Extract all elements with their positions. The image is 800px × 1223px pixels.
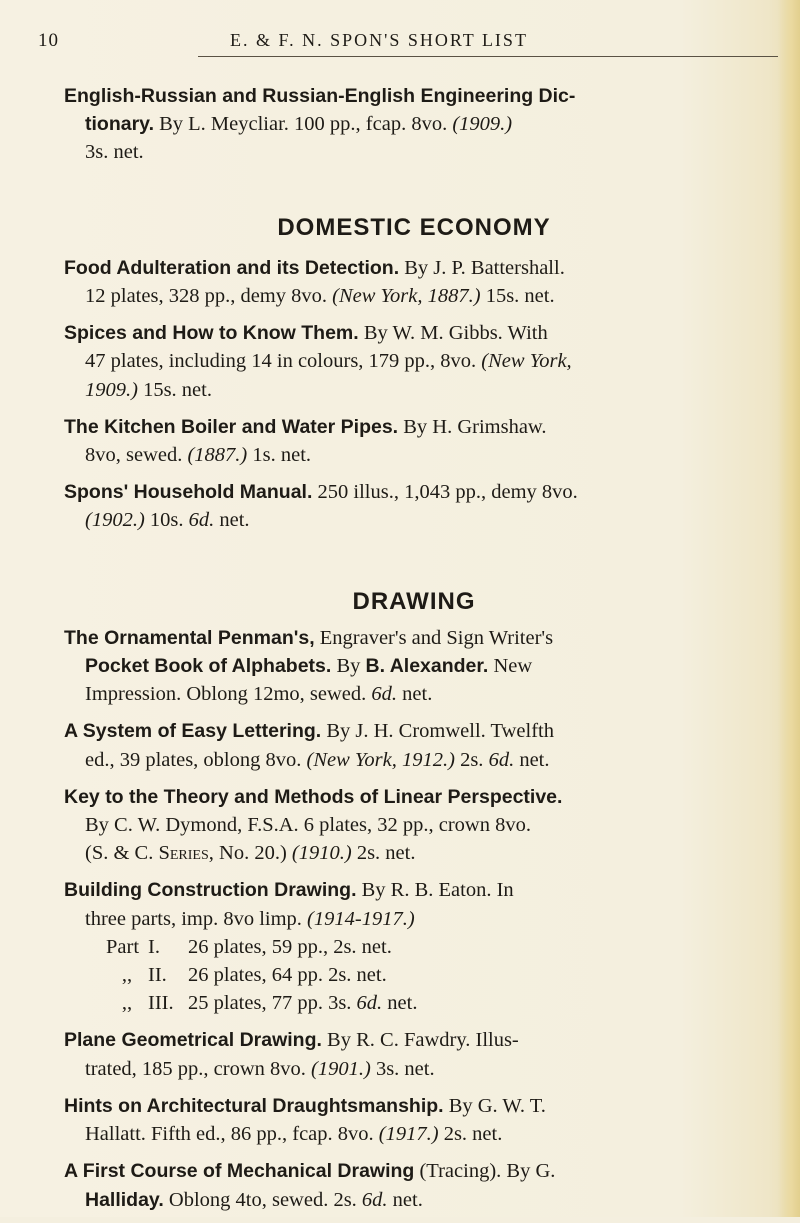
catalog-entry: Spons' Household Manual. 250 illus., 1,043 pp., demy 8vo. (1902.) 10s. 6d. net. (64, 481, 578, 532)
section-heading-domestic-economy: DOMESTIC ECONOMY (277, 213, 551, 241)
catalog-entry: Key to the Theory and Methods of Linear Perspective. By C. W. Dymond, F.S.A. 6 plates, 32 pp., crown 8vo. (S. & C. Series, No. 20.) (1910.) 2s. net. (64, 785, 563, 865)
section-heading-drawing: DRAWING (352, 587, 476, 615)
page-number: 10 (38, 30, 59, 51)
catalog-entry: A First Course of Mechanical Drawing (Tracing). By G. Halliday. Oblong 4to, sewed. 2s. 6d. net. (64, 1160, 556, 1211)
catalog-entry: English-Russian and Russian-English Engineering Dic- tionary. By L. Meycliar. 100 pp., fcap. 8vo. (1909.) 3s. net. (64, 85, 576, 164)
catalog-entry: A System of Easy Lettering. By J. H. Cromwell. Twelfth ed., 39 plates, oblong 8vo. (New York, 1912.) 2s. 6d. net. (64, 720, 554, 771)
catalog-entry: The Kitchen Boiler and Water Pipes. By H. Grimshaw. 8vo, sewed. (1887.) 1s. net. (64, 415, 547, 467)
running-title: E. & F. N. SPON'S SHORT LIST (230, 30, 528, 50)
catalog-entry: Food Adulteration and its Detection. By J. P. Battershall. 12 plates, 328 pp., demy 8vo. (New York, 1887.) 15s. net. (64, 256, 565, 308)
header-rule (198, 56, 778, 57)
catalog-entry: Hints on Architectural Draughtsmanship. By G. W. T. Hallatt. Fifth ed., 86 pp., fcap. 8vo. (1917.) 2s. net. (64, 1094, 546, 1146)
entry-title: English-Russian and Russian-English Engineering Dic- (64, 85, 576, 107)
part-line: Part I. 26 plates, 59 pp., 2s. net. (106, 935, 392, 958)
part-line: ,, II. 26 plates, 64 pp. 2s. net. (121, 964, 387, 987)
part-line: ,, III. 25 plates, 77 pp. 3s. 6d. net. (121, 992, 418, 1015)
catalog-content (64, 82, 764, 1223)
page-header (38, 26, 763, 54)
page-edge (778, 0, 800, 1217)
catalog-entry: Building Construction Drawing. By R. B. Eaton. In three parts, imp. 8vo limp. (1914-1917.) Part I. 26 plates, 59 pp., 2s. net. ,, II. 26 plates, 64 pp. 2s. net. ,, III. 25 plates, 77 pp. 3s. 6d. net. (64, 876, 764, 1017)
catalog-entry: The Ornamental Penman's, Engraver's and Sign Writer's Pocket Book of Alphabets. By B. Alexander. New Impression. Oblong 12mo, sewed. 6d. net. (64, 626, 554, 706)
catalog-entry: Spices and How to Know Them. By W. M. Gibbs. With 47 plates, including 14 in colours, 179 pp., 8vo. (New York, 1909.) 15s. net. (64, 322, 572, 401)
catalog-entry: Plane Geometrical Drawing. By R. C. Fawdry. Illus- trated, 185 pp., crown 8vo. (1901.) 3s. net. (64, 1029, 519, 1080)
